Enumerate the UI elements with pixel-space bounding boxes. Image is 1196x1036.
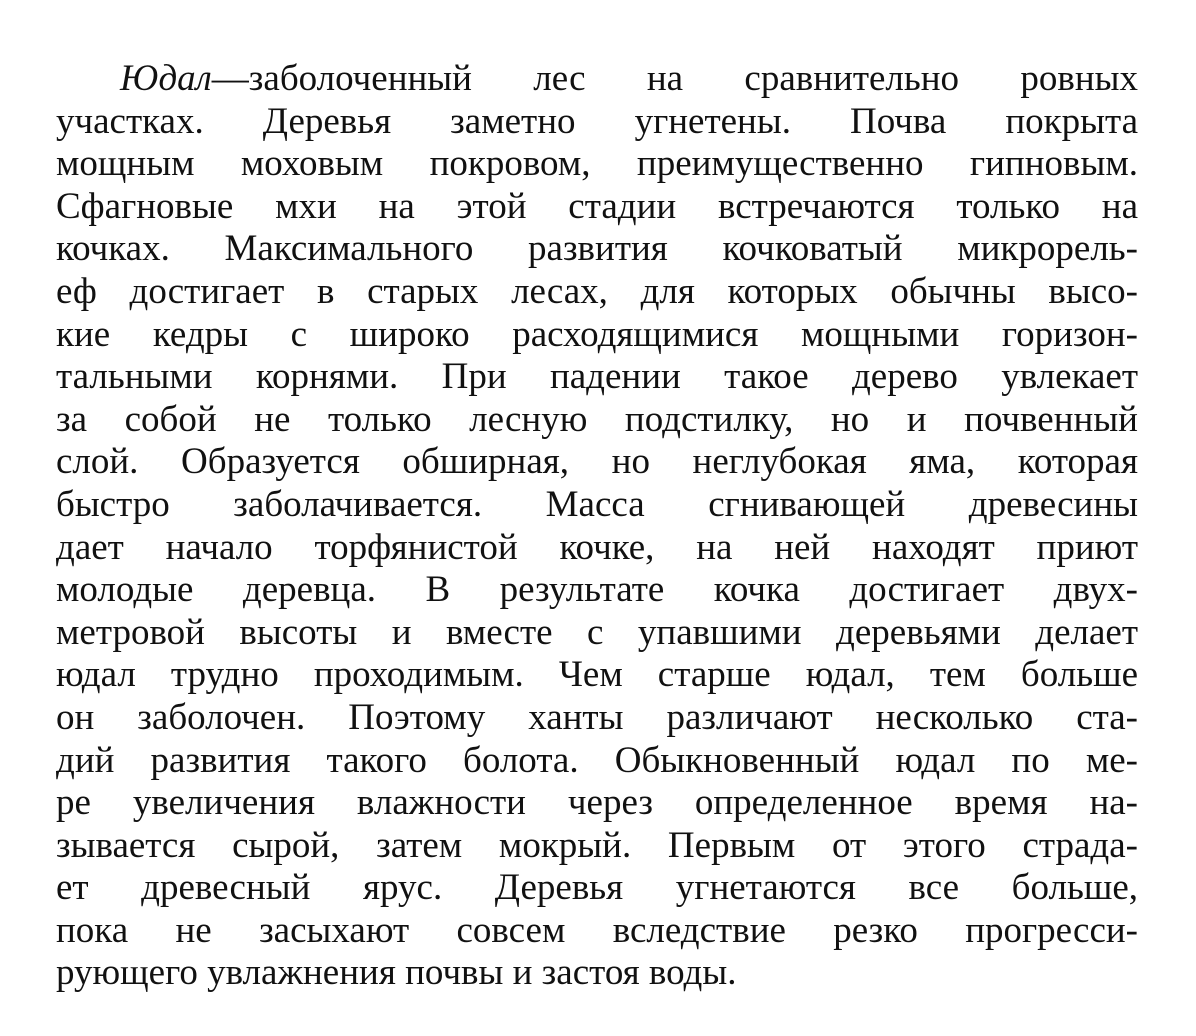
text-line-18: ре увеличения влажности через определенное время на- (56, 782, 1138, 824)
text-line-2: участках. Деревья заметно угнетены. Почва покрыта (56, 100, 1138, 142)
text-line-11: быстро заболачивается. Масса сгнивающей древесины (56, 483, 1138, 525)
document-page (56, 58, 1138, 995)
text-line-6: еф достигает в старых лесах, для которых обычны высо- (56, 270, 1138, 312)
text-line-4: Сфагновые мхи на этой стадии встречаются только на (56, 185, 1138, 227)
text-line-15: юдал трудно проходимым. Чем старше юдал, тем больше (56, 654, 1138, 696)
text-line-20: ет древесный ярус. Деревья угнетаются все больше, (56, 867, 1138, 909)
text-line-1 (56, 58, 1138, 101)
text-line-3: мощным моховым покровом, преимущественно гипновым. (56, 143, 1138, 185)
term-yudal: Юдал (120, 58, 212, 99)
text-line-19: зывается сырой, затем мокрый. Первым от этого страда- (56, 824, 1138, 866)
text-line-10: слой. Образуется обширная, но неглубокая яма, которая (56, 441, 1138, 483)
text-line-7: кие кедры с широко расходящимися мощными горизон- (56, 313, 1138, 355)
text-line-17: дий развития такого болота. Обыкновенный юдал по ме- (56, 739, 1138, 781)
text-line-8: тальными корнями. При падении такое дерево увлекает (56, 356, 1138, 398)
text-line-14: метровой высоты и вместе с упавшими деревьями делает (56, 611, 1138, 653)
text-line-13: молодые деревца. В результате кочка достигает двух- (56, 569, 1138, 611)
text-line-16: он заболочен. Поэтому ханты различают несколько ста- (56, 696, 1138, 738)
text-line-9: за собой не только лесную подстилку, но и почвенный (56, 398, 1138, 440)
text-line-12: дает начало торфянистой кочке, на ней находят приют (56, 526, 1138, 568)
text-line-5: кочках. Максимального развития кочковатый микрорель- (56, 228, 1138, 270)
text-line-1-rest: —заболоченный лес на сравнительно ровных (211, 58, 1138, 99)
text-line-21: пока не засыхают совсем вследствие резко прогресси- (56, 909, 1138, 951)
text-line-22: рующего увлажнения почвы и застоя воды. (56, 952, 737, 994)
